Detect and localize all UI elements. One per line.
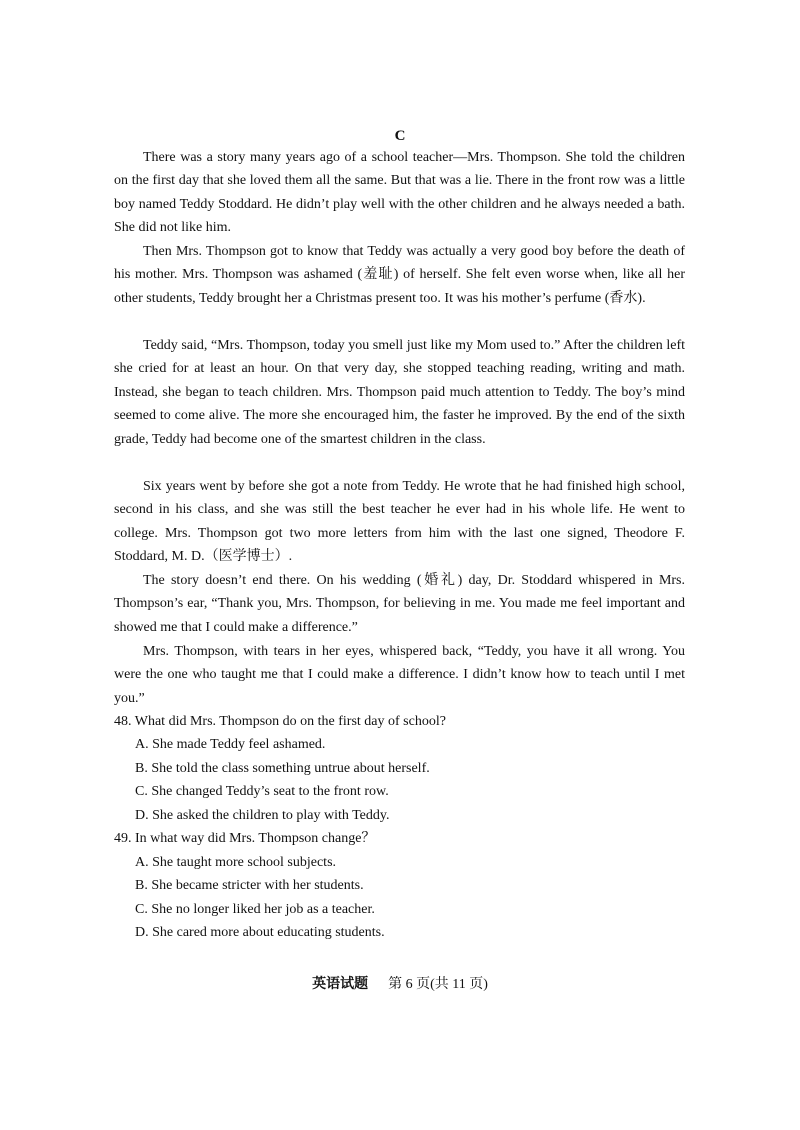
passage-paragraph-6: Mrs. Thompson, with tears in her eyes, whispered back, “Teddy, you have it all wrong. You were the one who taught me that I could make a difference. I didn’t know how to teach until I met you.”	[114, 644, 685, 706]
question-49-option-a: A. She taught more school subjects.	[135, 855, 337, 870]
footer-subject: 英语试题	[312, 977, 369, 992]
section-title: C	[394, 128, 406, 144]
question-48-option-c: C. She changed Teddy’s seat to the front row.	[135, 784, 389, 799]
passage-paragraph-4: Six years went by before she got a note from Teddy. He wrote that he had finished high school, second in his class, and she was still the best teacher he ever had in his whole life. He went to college. Mrs. Thompson got two more letters from him with the last one signed, Theodore F. Stoddard, M. D.（医学博士）.	[114, 479, 685, 565]
passage-paragraph-3: Teddy said, “Mrs. Thompson, today you smell just like my Mom used to.” After the children left she cried for at least an hour. On that very day, she stopped teaching reading, writing and math. Instead, she began to teach children. Mrs. Thompson paid much attention to Teddy. The boy’s mind seemed to come alive. The more she encouraged him, the faster he improved. By the end of the sixth grade, Teddy had become one of the smartest children in the class.	[114, 338, 685, 447]
question-49-option-d: D. She cared more about educating students.	[135, 925, 385, 940]
question-49-option-b: B. She became stricter with her students.	[135, 878, 364, 893]
question-49-stem: 49. In what way did Mrs. Thompson change？	[114, 831, 376, 846]
passage-paragraph-1: There was a story many years ago of a school teacher—Mrs. Thompson. She told the children on the first day that she loved them all the same. But that was a lie. There in the front row was a little boy named Teddy Stoddard. He didn’t play well with the other children and he always needed a bath. She did not like him.	[114, 150, 685, 236]
question-49-option-c: C. She no longer liked her job as a teacher.	[135, 902, 375, 917]
question-48-stem: 48. What did Mrs. Thompson do on the first day of school?	[114, 714, 446, 729]
question-48-option-b: B. She told the class something untrue about herself.	[135, 761, 430, 776]
footer-page-info: 第 6 页(共 11 页)	[388, 977, 488, 992]
passage-paragraph-2: Then Mrs. Thompson got to know that Teddy was actually a very good boy before the death of his mother. Mrs. Thompson was ashamed (羞耻) of herself. She felt even worse when, like all her other students, Teddy brought her a Christmas present too. It was his mother’s perfume (香水).	[114, 244, 685, 306]
passage-paragraph-5: The story doesn’t end there. On his wedding (婚礼) day, Dr. Stoddard whispered in Mrs. Thompson’s ear, “Thank you, Mrs. Thompson, for believing in me. You made me feel important and showed me that I could make a difference.”	[114, 573, 685, 635]
page-footer	[0, 975, 800, 995]
question-48-option-d: D. She asked the children to play with Teddy.	[135, 808, 390, 823]
question-48-option-a: A. She made Teddy feel ashamed.	[135, 737, 326, 752]
